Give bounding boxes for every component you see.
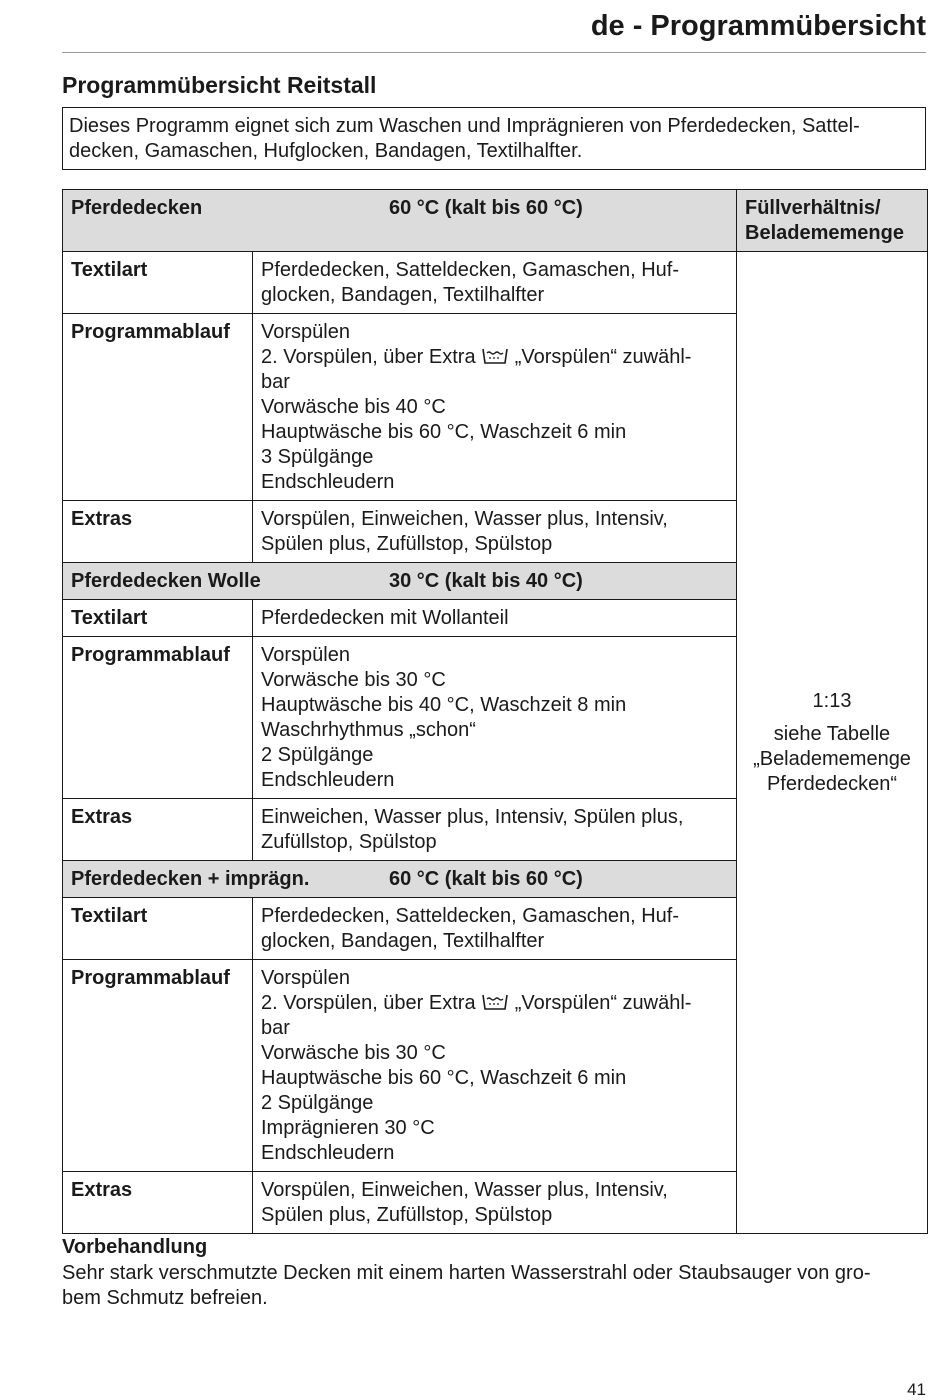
row-label: Extras (63, 1172, 253, 1234)
program-header-row (63, 190, 928, 252)
value-line: glocken, Bandagen, Textilhalfter (261, 930, 545, 952)
program-header-cell (63, 861, 737, 898)
row-label: Extras (63, 501, 253, 563)
row-label: Programmablauf (63, 637, 253, 799)
value-line: Endschleudern (261, 471, 395, 493)
value-line: Vorwäsche bis 30 °C (261, 669, 446, 691)
row-label: Extras (63, 799, 253, 861)
row-value (253, 600, 737, 637)
value-line: Vorspülen, Einweichen, Wasser plus, Intensiv, (261, 1179, 668, 1201)
value-line: 3 Spülgänge (261, 446, 374, 468)
row-value (253, 501, 737, 563)
intro-line: decken, Gamaschen, Hufglocken, Bandagen, Textilhalfter. (69, 140, 583, 162)
fill-header-line: Beladememenge (745, 222, 904, 244)
row-value (253, 799, 737, 861)
value-line: bar (261, 371, 290, 393)
value-line (261, 991, 728, 1016)
value-line: Endschleudern (261, 1142, 395, 1164)
program-temperature: 30 °C (kalt bis 40 °C) (389, 570, 583, 592)
value-line: Imprägnieren 30 °C (261, 1117, 435, 1139)
wash-basin-icon (481, 346, 509, 366)
value-line: Hauptwäsche bis 60 °C, Waschzeit 6 min (261, 1067, 627, 1089)
program-temperature: 60 °C (kalt bis 60 °C) (389, 868, 583, 890)
value-line: Spülen plus, Zufüllstop, Spülstop (261, 533, 553, 555)
value-line: Hauptwäsche bis 40 °C, Waschzeit 8 min (261, 694, 627, 716)
value-line: Hauptwäsche bis 60 °C, Waschzeit 6 min (261, 421, 627, 443)
program-name: Pferdedecken Wolle (71, 570, 261, 592)
value-line: Zufüllstop, Spülstop (261, 831, 437, 853)
row-value (253, 960, 737, 1172)
row-label: Textilart (63, 600, 253, 637)
row-label: Textilart (63, 252, 253, 314)
value-line: Vorwäsche bis 30 °C (261, 1042, 446, 1064)
fill-header-cell (737, 190, 928, 252)
row-value (253, 314, 737, 501)
row-value (253, 252, 737, 314)
section-title: Programmübersicht Reitstall (62, 72, 377, 98)
fill-reference-line: „Beladememenge (753, 748, 911, 770)
fill-ratio: 1:13 (812, 690, 852, 712)
value-line: Spülen plus, Zufüllstop, Spülstop (261, 1204, 553, 1226)
value-line: Vorspülen (261, 321, 350, 343)
value-line: glocken, Bandagen, Textilhalfter (261, 284, 545, 306)
page-number: 41 (907, 1380, 926, 1399)
program-table (62, 189, 928, 1234)
value-line: Einweichen, Wasser plus, Intensiv, Spülen plus, (261, 806, 684, 828)
table-row (63, 252, 928, 314)
value-line: Pferdedecken, Satteldecken, Gamaschen, Huf- (261, 259, 680, 281)
row-label: Textilart (63, 898, 253, 960)
pretreatment-line: bem Schmutz befreien. (62, 1287, 268, 1309)
intro-line: Dieses Programm eignet sich zum Waschen und Imprägnieren von Pferdedecken, Sattel- (69, 115, 860, 137)
row-label: Programmablauf (63, 960, 253, 1172)
value-text: 2. Vorspülen, über Extra (261, 992, 476, 1014)
page-header-title: de - Programmübersicht (590, 10, 926, 42)
value-line (261, 345, 728, 370)
value-text: 2. Vorspülen, über Extra (261, 346, 476, 368)
fill-ratio-cell (737, 252, 928, 1234)
pretreatment-line: Sehr stark verschmutzte Decken mit einem harten Wasserstrahl oder Staubsauger von gro- (62, 1262, 871, 1284)
program-header-cell (63, 190, 737, 252)
value-line: Endschleudern (261, 769, 395, 791)
value-line: Pferdedecken, Satteldecken, Gamaschen, Huf- (261, 905, 680, 927)
row-value (253, 637, 737, 799)
row-value (253, 898, 737, 960)
value-line: Vorspülen (261, 967, 350, 989)
intro-box (62, 107, 926, 170)
wash-basin-icon (481, 992, 509, 1012)
fill-reference-line: Pferdedecken“ (766, 773, 898, 795)
value-line: Waschrhythmus „schon“ (261, 719, 476, 741)
pretreatment-text (62, 1261, 927, 1311)
header-divider (62, 52, 926, 53)
value-line: Vorspülen (261, 644, 350, 666)
value-text: „Vorspülen“ zuwähl- (514, 346, 692, 368)
value-line: Pferdedecken mit Wollanteil (261, 607, 509, 629)
fill-header-line: Füllverhältnis/ (745, 197, 881, 219)
value-line: Vorwäsche bis 40 °C (261, 396, 446, 418)
row-value (253, 1172, 737, 1234)
value-line: 2 Spülgänge (261, 744, 374, 766)
program-temperature: 60 °C (kalt bis 60 °C) (389, 197, 583, 219)
program-name: Pferdedecken (71, 197, 203, 219)
fill-reference-line: siehe Tabelle (773, 723, 891, 745)
row-label: Programmablauf (63, 314, 253, 501)
program-name: Pferdedecken + imprägn. (71, 868, 310, 890)
value-line: bar (261, 1017, 290, 1039)
value-line: 2 Spülgänge (261, 1092, 374, 1114)
value-line: Vorspülen, Einweichen, Wasser plus, Intensiv, (261, 508, 668, 530)
pretreatment-title: Vorbehandlung (62, 1236, 208, 1258)
program-header-cell (63, 563, 737, 600)
value-text: „Vorspülen“ zuwähl- (514, 992, 692, 1014)
